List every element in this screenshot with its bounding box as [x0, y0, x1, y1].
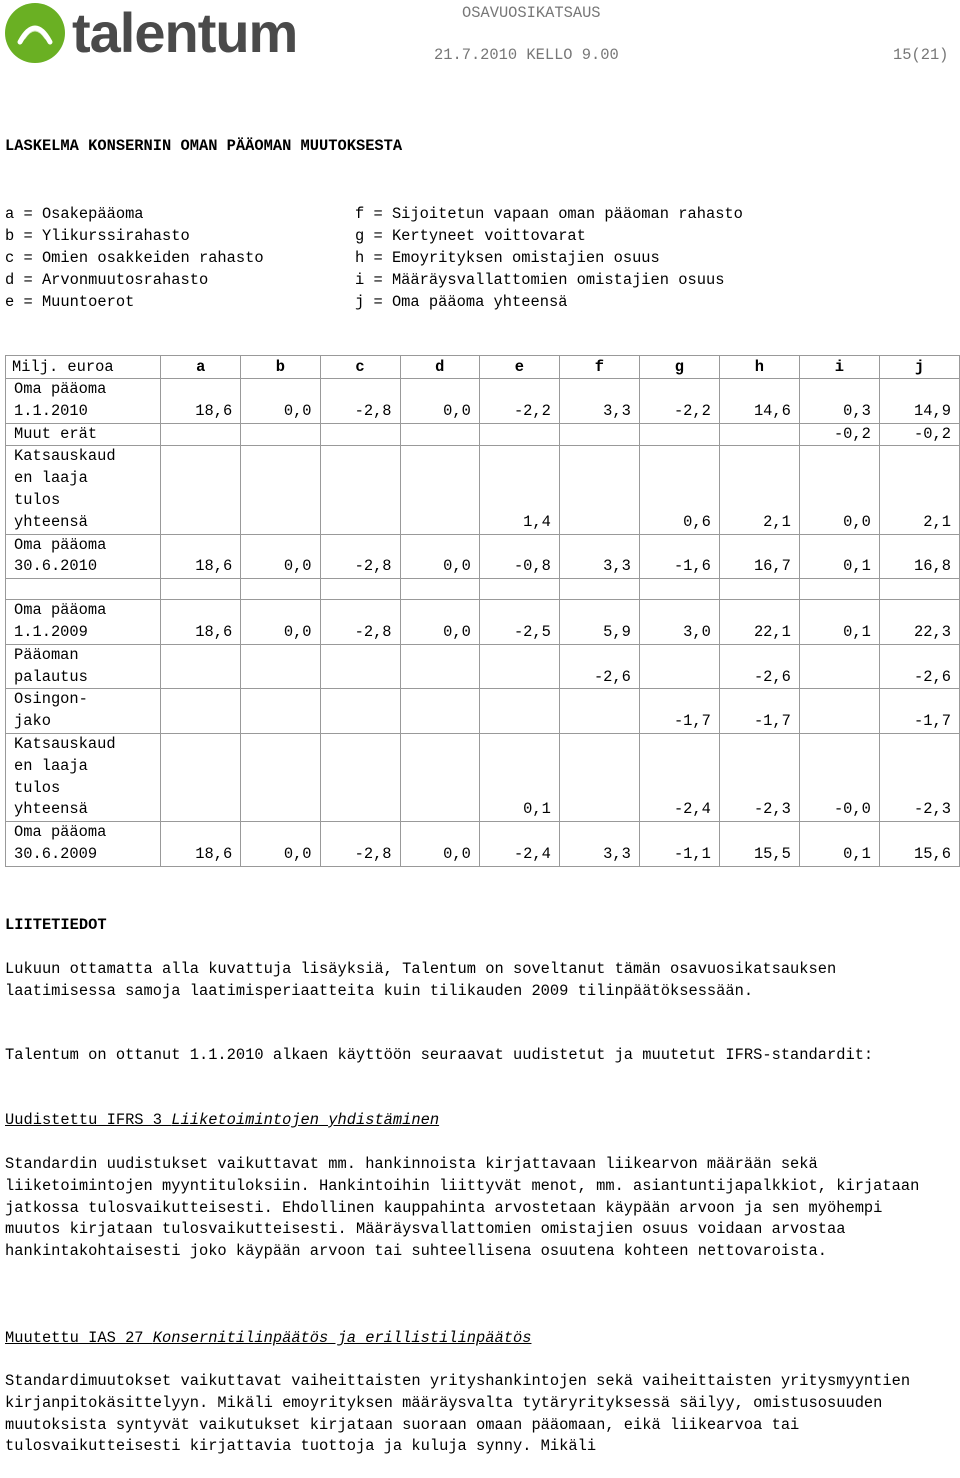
table-row [6, 446, 960, 534]
legend-item: b = Ylikurssirahasto [5, 227, 190, 245]
table-cell: -2,2 [479, 379, 559, 424]
brand-circle-icon [4, 2, 66, 64]
table-row [6, 689, 960, 734]
legend-item: j = Oma pääoma yhteensä [355, 293, 568, 311]
table-row [6, 733, 960, 821]
table-cell [161, 689, 241, 734]
table-cell: 15,6 [879, 822, 959, 867]
table-cell [320, 423, 400, 446]
table-cell [320, 446, 400, 534]
table-cell [799, 644, 879, 689]
table-cell: 0,0 [241, 600, 320, 645]
table-cell: 0,3 [799, 379, 879, 424]
table-cell: 0,0 [799, 446, 879, 534]
standard-name: Muutettu IAS 27 [5, 1329, 153, 1347]
table-cell: 3,3 [559, 379, 639, 424]
table-cell: -1,7 [719, 689, 799, 734]
table-cell: -2,3 [879, 733, 959, 821]
table-cell [479, 579, 559, 600]
column-header: b [241, 356, 320, 379]
table-row [6, 644, 960, 689]
table-cell [799, 689, 879, 734]
table-cell: 2,1 [719, 446, 799, 534]
notes-paragraph: Standardimuutokset vaikuttavat vaiheittaisten yrityshankintojen sekä vaiheittaisten yritysmyyntien kirjanpitokäsittelyyn. Mikäli emoyrityksen määräysvalta tytäryrityksessä säilyy, omistusosuuden muutoksista syntyvät vaikutukset kirjataan suoraan omaan pääomaan, eikä liikearvoa tai tulosvaikutteisesti kirjattavia tuottoja ja kuluja synny. Mikäli [5, 1372, 911, 1456]
table-cell [639, 423, 719, 446]
table-cell: 0,0 [400, 534, 479, 579]
table-cell: -2,6 [559, 644, 639, 689]
table-cell [320, 733, 400, 821]
table-cell: 0,0 [241, 534, 320, 579]
table-cell: -1,1 [639, 822, 719, 867]
row-label: Katsauskaud en laaja tulos yhteensä [6, 446, 161, 534]
table-cell: 14,6 [719, 379, 799, 424]
table-cell [161, 579, 241, 600]
table-cell [400, 689, 479, 734]
table-cell: -0,2 [879, 423, 959, 446]
table-cell [320, 579, 400, 600]
table-cell [400, 446, 479, 534]
legend-item: a = Osakepääoma [5, 205, 144, 223]
table-cell [400, 644, 479, 689]
column-header: h [719, 356, 799, 379]
legend-item: h = Emoyrityksen omistajien osuus [355, 249, 660, 267]
table-cell [241, 733, 320, 821]
table-cell [320, 644, 400, 689]
table-cell: 22,3 [879, 600, 959, 645]
standard-heading [5, 1110, 945, 1132]
table-cell [161, 446, 241, 534]
table-cell: 0,1 [479, 733, 559, 821]
table-cell: -1,7 [639, 689, 719, 734]
table-row [6, 822, 960, 867]
document-date: 21.7.2010 KELLO 9.00 [434, 46, 619, 64]
legend-item: d = Arvonmuutosrahasto [5, 271, 209, 289]
column-header: c [320, 356, 400, 379]
table-cell [639, 579, 719, 600]
table-cell: -0,8 [479, 534, 559, 579]
table-cell [241, 579, 320, 600]
table-cell [639, 644, 719, 689]
table-cell: -2,8 [320, 379, 400, 424]
standard-heading [5, 1328, 945, 1350]
column-header: f [559, 356, 639, 379]
table-cell: -1,6 [639, 534, 719, 579]
table-cell [479, 689, 559, 734]
table-cell: 5,9 [559, 600, 639, 645]
table-cell: 18,6 [161, 534, 241, 579]
table-cell [400, 733, 479, 821]
column-header: d [400, 356, 479, 379]
table-row [6, 423, 960, 446]
table-cell: 0,0 [241, 379, 320, 424]
table-cell: 18,6 [161, 600, 241, 645]
table-cell: 2,1 [879, 446, 959, 534]
table-cell: -0,2 [799, 423, 879, 446]
table-cell [559, 733, 639, 821]
table-cell [559, 579, 639, 600]
standard-title: Liiketoimintojen yhdistäminen [171, 1111, 440, 1129]
legend-item: g = Kertyneet voittovarat [355, 227, 586, 245]
column-header: e [479, 356, 559, 379]
table-cell: 18,6 [161, 822, 241, 867]
row-label: Oma pääoma 1.1.2010 [6, 379, 161, 424]
table-cell: 0,0 [400, 822, 479, 867]
equity-changes-table [5, 355, 960, 867]
column-header-unit: Milj. euroa [6, 356, 161, 379]
table-cell [320, 689, 400, 734]
document-type: OSAVUOSIKATSAUS [462, 4, 601, 22]
table-cell [559, 423, 639, 446]
table-cell [479, 644, 559, 689]
table-cell: -2,4 [639, 733, 719, 821]
row-label: Pääoman palautus [6, 644, 161, 689]
table-cell: -2,6 [879, 644, 959, 689]
table-cell: -2,5 [479, 600, 559, 645]
column-header: j [879, 356, 959, 379]
table-cell [400, 423, 479, 446]
notes-paragraph: Lukuun ottamatta alla kuvattuja lisäyksiä, Talentum on soveltanut tämän osavuosikatsauksen laatimisessa samoja laatimisperiaatteita kuin tilikauden 2009 tilinpäätöksessään. [5, 960, 837, 1000]
table-cell [241, 423, 320, 446]
table-cell: 14,9 [879, 379, 959, 424]
table-cell: 0,0 [241, 822, 320, 867]
table-cell: 18,6 [161, 379, 241, 424]
table-cell [161, 733, 241, 821]
table-cell: 1,4 [479, 446, 559, 534]
table-cell: -2,3 [719, 733, 799, 821]
table-cell: 0,0 [400, 379, 479, 424]
row-label: Katsauskaud en laaja tulos yhteensä [6, 733, 161, 821]
table-cell: -1,7 [879, 689, 959, 734]
standard-title: Konsernitilinpäätös ja erillistilinpäätös [152, 1329, 532, 1347]
table-cell [799, 579, 879, 600]
table-cell [479, 423, 559, 446]
column-header: i [799, 356, 879, 379]
standard-name: Uudistettu IFRS 3 [5, 1111, 172, 1129]
row-label: Oma pääoma 30.6.2009 [6, 822, 161, 867]
column-header: a [161, 356, 241, 379]
table-cell: 0,0 [400, 600, 479, 645]
section-title: LASKELMA KONSERNIN OMAN PÄÄOMAN MUUTOKSESTA [5, 137, 403, 155]
table-row [6, 534, 960, 579]
table-cell: 0,1 [799, 822, 879, 867]
table-row [6, 379, 960, 424]
table-cell: 15,5 [719, 822, 799, 867]
table-cell [719, 579, 799, 600]
notes-heading: LIITETIEDOT [5, 916, 107, 934]
table-cell: 22,1 [719, 600, 799, 645]
table-cell [241, 644, 320, 689]
row-label: Muut erät [6, 423, 161, 446]
logo-wordmark: talentum [72, 1, 298, 64]
page-number: 15(21) [893, 46, 949, 64]
table-cell: 16,7 [719, 534, 799, 579]
row-label: Oma pääoma 1.1.2009 [6, 600, 161, 645]
row-label [6, 579, 161, 600]
notes-paragraph: Standardin uudistukset vaikuttavat mm. hankinnoista kirjattavaan liikearvon määrään sekä liiketoimintojen myyntituloksiin. Hankintoihin liittyvät menot, mm. asiantuntijapalkkiot, kirjataan jatkossa tulosvaikutteisesti. Ehdollinen kauppahinta arvostetaan käypään arvoon ja sen myöhempi muutos kirjataan tulosvaikutteisesti. Määräysvallattomien omistajien osuus voidaan arvostaa hankintakohtaisesti joko käypään arvoon tai suhteellisena osuutena kohteen nettovaroista. [5, 1155, 920, 1261]
table-row [6, 579, 960, 600]
table-cell: -2,4 [479, 822, 559, 867]
table-header-row [6, 356, 960, 379]
table-cell [400, 579, 479, 600]
table-cell: -2,8 [320, 534, 400, 579]
table-cell [559, 689, 639, 734]
table-cell: -2,8 [320, 600, 400, 645]
table-cell: 0,1 [799, 534, 879, 579]
table-cell: 3,3 [559, 822, 639, 867]
notes-paragraph: Talentum on ottanut 1.1.2010 alkaen käyttöön seuraavat uudistetut ja muutetut IFRS-standardit: [5, 1046, 874, 1064]
table-cell [161, 423, 241, 446]
legend-item: e = Muuntoerot [5, 293, 135, 311]
legend-left [5, 203, 264, 313]
talentum-logo [4, 2, 297, 64]
legend-right [355, 203, 743, 313]
table-cell [879, 579, 959, 600]
table-cell: -2,8 [320, 822, 400, 867]
legend-item: i = Määräysvallattomien omistajien osuus [355, 271, 725, 289]
table-cell [241, 446, 320, 534]
row-label: Osingon- jako [6, 689, 161, 734]
table-cell: 3,3 [559, 534, 639, 579]
table-row [6, 600, 960, 645]
table-cell [241, 689, 320, 734]
table-cell: 3,0 [639, 600, 719, 645]
legend-item: f = Sijoitetun vapaan oman pääoman rahasto [355, 205, 743, 223]
table-cell: -2,6 [719, 644, 799, 689]
table-cell: -0,0 [799, 733, 879, 821]
row-label: Oma pääoma 30.6.2010 [6, 534, 161, 579]
page-header [0, 0, 960, 70]
column-header: g [639, 356, 719, 379]
table-cell [559, 446, 639, 534]
table-cell: 16,8 [879, 534, 959, 579]
table-cell [719, 423, 799, 446]
legend-item: c = Omien osakkeiden rahasto [5, 249, 264, 267]
table-cell: -2,2 [639, 379, 719, 424]
table-cell [161, 644, 241, 689]
table-cell: 0,1 [799, 600, 879, 645]
table-cell: 0,6 [639, 446, 719, 534]
